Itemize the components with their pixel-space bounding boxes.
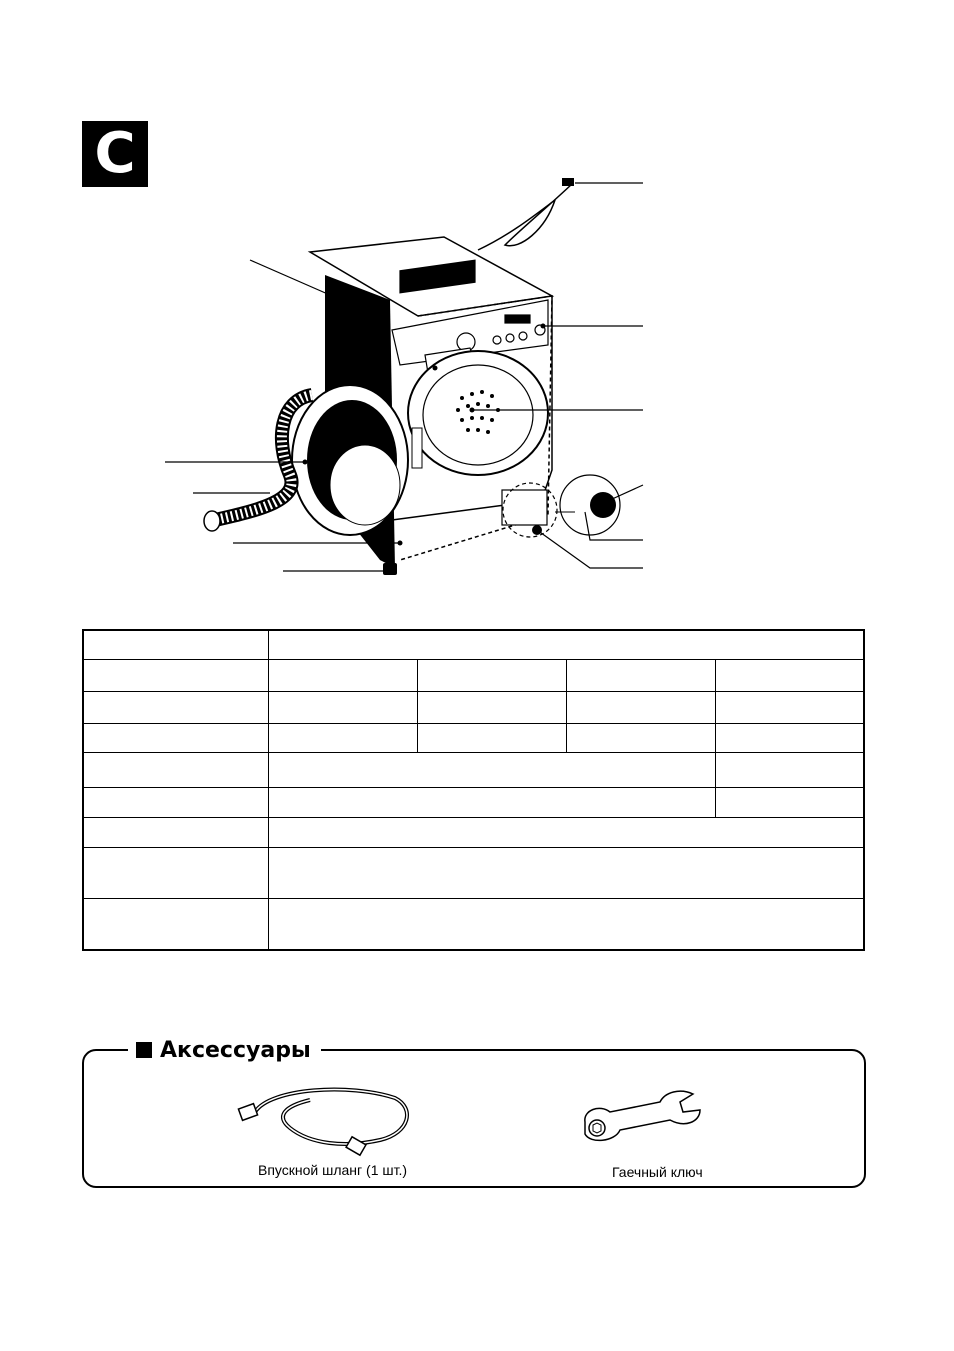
detergent-drawer [400, 260, 475, 293]
table-cell [269, 659, 418, 691]
table-cell [269, 691, 418, 723]
table-cell [715, 723, 864, 752]
accessories-title: Аксессуары [160, 1037, 311, 1063]
table-cell [269, 752, 716, 787]
table-cell [566, 723, 715, 752]
table-cell [269, 847, 865, 898]
table-cell [83, 898, 269, 950]
drum [423, 365, 533, 465]
table-cell [269, 817, 865, 847]
table-cell [269, 898, 865, 950]
table-cell [269, 787, 716, 817]
table-cell [417, 659, 566, 691]
accessory-label: Впускной шланг (1 шт.) [258, 1162, 408, 1178]
table-cell [715, 691, 864, 723]
accessory-label: Гаечный ключ [612, 1164, 703, 1180]
accessories-heading [128, 1035, 321, 1065]
table-cell [83, 630, 269, 659]
door-hinge [412, 428, 422, 468]
button [506, 334, 514, 342]
door-glass [330, 445, 400, 525]
table-cell [83, 691, 269, 723]
adjustable-foot [383, 563, 397, 575]
section-letter: C [82, 121, 148, 187]
table-cell [566, 691, 715, 723]
table-cell [566, 659, 715, 691]
button [519, 332, 527, 340]
table-cell [83, 723, 269, 752]
inlet-hose-icon [230, 1078, 415, 1160]
table-cell [83, 752, 269, 787]
button [493, 336, 501, 344]
drain-hose-end [204, 511, 220, 531]
table-cell [83, 847, 269, 898]
table-cell [715, 659, 864, 691]
table-cell [417, 691, 566, 723]
table-cell [83, 817, 269, 847]
wrench-icon [565, 1082, 715, 1150]
filter-cap [590, 492, 616, 518]
table-cell [269, 630, 865, 659]
table-cell [269, 723, 418, 752]
machine-base [392, 505, 505, 520]
display-window [505, 315, 530, 323]
washing-machine-diagram [0, 0, 954, 620]
table-cell [715, 787, 864, 817]
table-cell [83, 787, 269, 817]
table-cell [715, 752, 864, 787]
square-bullet-icon [136, 1042, 152, 1058]
specification-table [82, 629, 865, 951]
power-plug [562, 178, 574, 186]
table-cell [83, 659, 269, 691]
power-cord [478, 183, 573, 250]
filter-cover [502, 490, 547, 525]
accessories-box [82, 1049, 866, 1188]
table-cell [417, 723, 566, 752]
